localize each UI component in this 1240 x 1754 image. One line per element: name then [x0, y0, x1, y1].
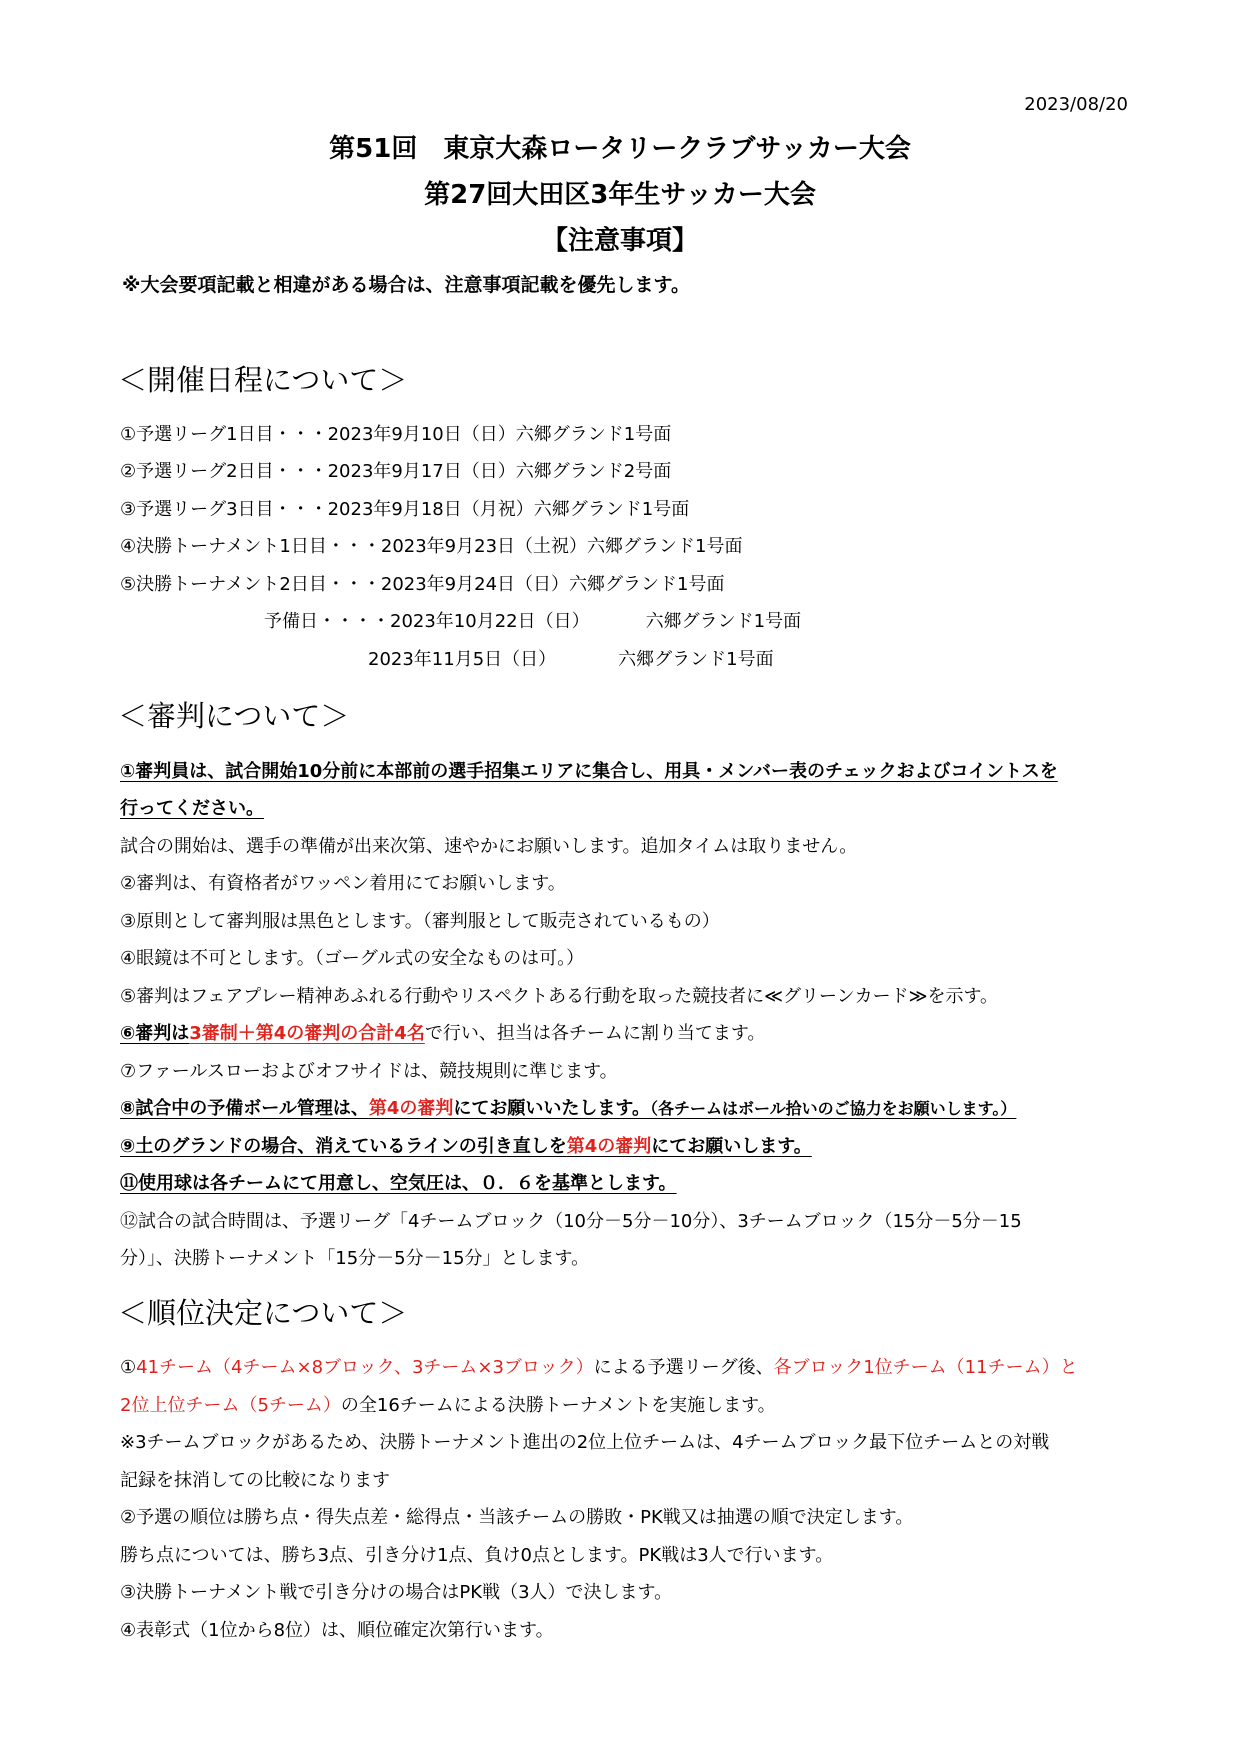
schedule-item: ③予選リーグ3日目・・・2023年9月18日（月祝）六郷グランド1号面: [120, 499, 690, 520]
schedule-item: ①予選リーグ1日目・・・2023年9月10日（日）六郷グランド1号面: [120, 424, 672, 445]
ranking-note: ※3チームブロックがあるため、決勝トーナメント進出の2位上位チームは、4チームブロック最下位チームとの対戦: [120, 1432, 1050, 1453]
referee-rule-1-cont: 行ってください。: [120, 798, 264, 819]
schedule-item: ④決勝トーナメント1日目・・・2023年9月23日（土祝）六郷グランド1号面: [120, 536, 743, 557]
schedule-heading: ＜開催日程について＞: [118, 363, 408, 397]
referee-rule-1: ①審判員は、試合開始10分前に本部前の選手招集エリアに集合し、用具・メンバー表のチェックおよびコイントスを: [120, 761, 1058, 782]
referee-rule-8: ⑧試合中の予備ボール管理は、第4の審判にてお願いいたします。（各チームはボール拾いのご協力をお願いします。）: [120, 1098, 1017, 1119]
ranking-heading: ＜順位決定について＞: [118, 1296, 408, 1330]
referee-rule-6: ⑥審判は3審制＋第4の審判の合計4名で行い、担当は各チームに割り当てます。: [120, 1023, 766, 1044]
ranking-rule-2: ②予選の順位は勝ち点・得失点差・総得点・当該チームの勝敗・PK戦又は抽選の順で決定します。: [120, 1507, 914, 1528]
title-sub-tournament: 第27回大田区3年生サッカー大会: [424, 180, 816, 210]
priority-note: ※大会要項記載と相違がある場合は、注意事項記載を優先します。: [122, 274, 690, 296]
ranking-rule-1: ①41チーム（4チーム×8ブロック、3チーム×3ブロック）による予選リーグ後、各ブロック1位チーム（11チーム）と: [120, 1357, 1078, 1378]
title-notice: 【注意事項】: [541, 226, 698, 256]
ranking-rule-1-cont: 2位上位チーム（5チーム）の全16チームによる決勝トーナメントを実施します。: [120, 1395, 776, 1416]
reserve-day-2: 2023年11月5日（日） 六郷グランド1号面: [368, 649, 774, 670]
referee-rule-2: ②審判は、有資格者がワッペン着用にてお願いします。: [120, 873, 566, 894]
referee-rule-7: ⑦ファールスローおよびオフサイドは、競技規則に準じます。: [120, 1061, 618, 1082]
referee-rule-4: ④眼鏡は不可とします。（ゴーグル式の安全なものは可。）: [120, 948, 585, 969]
referee-rule-3: ③原則として審判服は黒色とします。（審判服として販売されているもの）: [120, 911, 720, 932]
referee-rule-5: ⑤審判はフェアプレー精神あふれる行動やリスペクトある行動を取った競技者に≪グリーンカード≫を示す。: [120, 986, 999, 1007]
referee-rule-9: ⑨土のグランドの場合、消えているラインの引き直しを第4の審判にてお願いします。: [120, 1136, 812, 1157]
referee-rule-1-note: 試合の開始は、選手の準備が出来次第、速やかにお願いします。追加タイムは取りません。: [120, 836, 858, 857]
referee-rule-11: ⑪使用球は各チームにて用意し、空気圧は、０．６を基準とします。: [120, 1173, 677, 1194]
schedule-item: ⑤決勝トーナメント2日目・・・2023年9月24日（日）六郷グランド1号面: [120, 574, 725, 595]
ranking-rule-3: ③決勝トーナメント戦で引き分けの場合はPK戦（3人）で決します。: [120, 1582, 673, 1603]
ranking-points: 勝ち点については、勝ち3点、引き分け1点、負け0点とします。PK戦は3人で行います。: [120, 1545, 834, 1566]
referee-rule-12-cont: 分）」、決勝トーナメント「15分－5分－15分」とします。: [120, 1248, 590, 1269]
title-tournament: 第51回 東京大森ロータリークラブサッカー大会: [329, 134, 911, 164]
document-date: 2023/08/20: [1024, 94, 1128, 115]
schedule-item: ②予選リーグ2日目・・・2023年9月17日（日）六郷グランド2号面: [120, 461, 672, 482]
referee-rule-12: ⑫試合の試合時間は、予選リーグ「4チームブロック（10分－5分－10分）、3チームブロック（15分－5分－15: [120, 1211, 1022, 1232]
ranking-rule-4: ④表彰式（1位から8位）は、順位確定次第行います。: [120, 1620, 554, 1641]
ranking-note-cont: 記録を抹消しての比較になります: [120, 1470, 390, 1491]
referee-heading: ＜審判について＞: [118, 699, 350, 733]
reserve-day-1: 予備日・・・・2023年10月22日（日） 六郷グランド1号面: [264, 611, 802, 632]
